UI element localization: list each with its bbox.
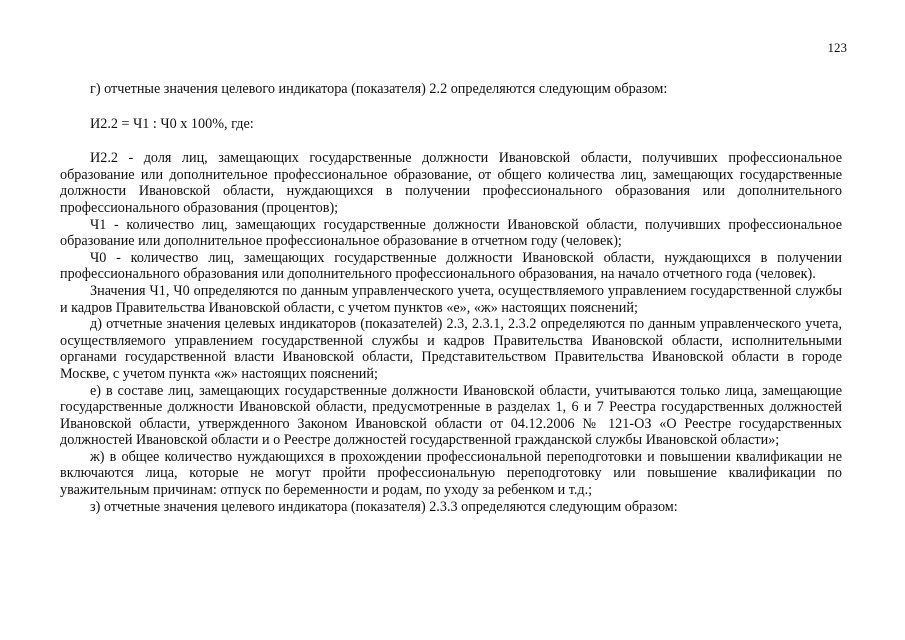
paragraph-ch0-definition: Ч0 - количество лиц, замещающих государственные должности Ивановской области, нуждающихся в получении профессионального образования или дополнительного профессионального образования, на начало отчетного года (человек). bbox=[60, 249, 842, 283]
paragraph-i22-definition: И2.2 - доля лиц, замещающих государственные должности Ивановской области, получивших профессиональное образование или дополнительное профессиональное образование, от общего количества лиц, замещающих государственные должности Ивановской области, нуждающихся в получении профессионального образования или дополнительного профессионального образования (процентов); bbox=[60, 150, 842, 216]
paragraph-values-source: Значения Ч1, Ч0 определяются по данным управленческого учета, осуществляемого управлением государственной службы и кадров Правительства Ивановской области, с учетом пунктов «е», «ж» настоящих пояснений; bbox=[60, 282, 842, 316]
page-number: 123 bbox=[827, 40, 847, 55]
paragraph-g-intro: г) отчетные значения целевого индикатора (показателя) 2.2 определяются следующим образом: bbox=[90, 81, 668, 97]
paragraph-formula: И2.2 = Ч1 : Ч0 х 100%, где: bbox=[90, 115, 254, 132]
paragraph-ch1-definition: Ч1 - количество лиц, замещающих государственные должности Ивановской области, получивших профессиональное образование или дополнительное профессиональное образование в отчетном году (человек); bbox=[60, 216, 842, 250]
document-body bbox=[60, 81, 842, 515]
paragraph-e: е) в составе лиц, замещающих государственные должности Ивановской области, учитываются только лица, замещающие государственные должности Ивановской области, предусмотренные в разделах 1, 6 и 7 Реестра государственных должностей Ивановской области, утвержденного Законом Ивановской области от 04.12.2006 № 121-ОЗ «О Реестре государственных должностей Ивановской области и о Реестре должностей государственной гражданской службы Ивановской области»; bbox=[60, 382, 842, 449]
paragraph-z: з) отчетные значения целевого индикатора (показателя) 2.3.3 определяются следующим образом: bbox=[90, 498, 678, 515]
paragraph-zh: ж) в общее количество нуждающихся в прохождении профессиональной переподготовки и повышении квалификации не включаются лица, которые не могут пройти профессиональную переподготовку или повышение квалификации по уважительным причинам: отпуск по беременности и родам, по уходу за ребенком и т.д.; bbox=[60, 448, 842, 499]
paragraph-d: д) отчетные значения целевых индикаторов (показателей) 2.3, 2.3.1, 2.3.2 определяются по данным управленческого учета, осуществляемого управлением государственной службы и кадров Правительства Ивановской области, исполнительными органами государственной власти Ивановской области, Представительством Правительства Ивановской области в городе Москве, с учетом пункта «ж» настоящих пояснений; bbox=[60, 316, 842, 382]
